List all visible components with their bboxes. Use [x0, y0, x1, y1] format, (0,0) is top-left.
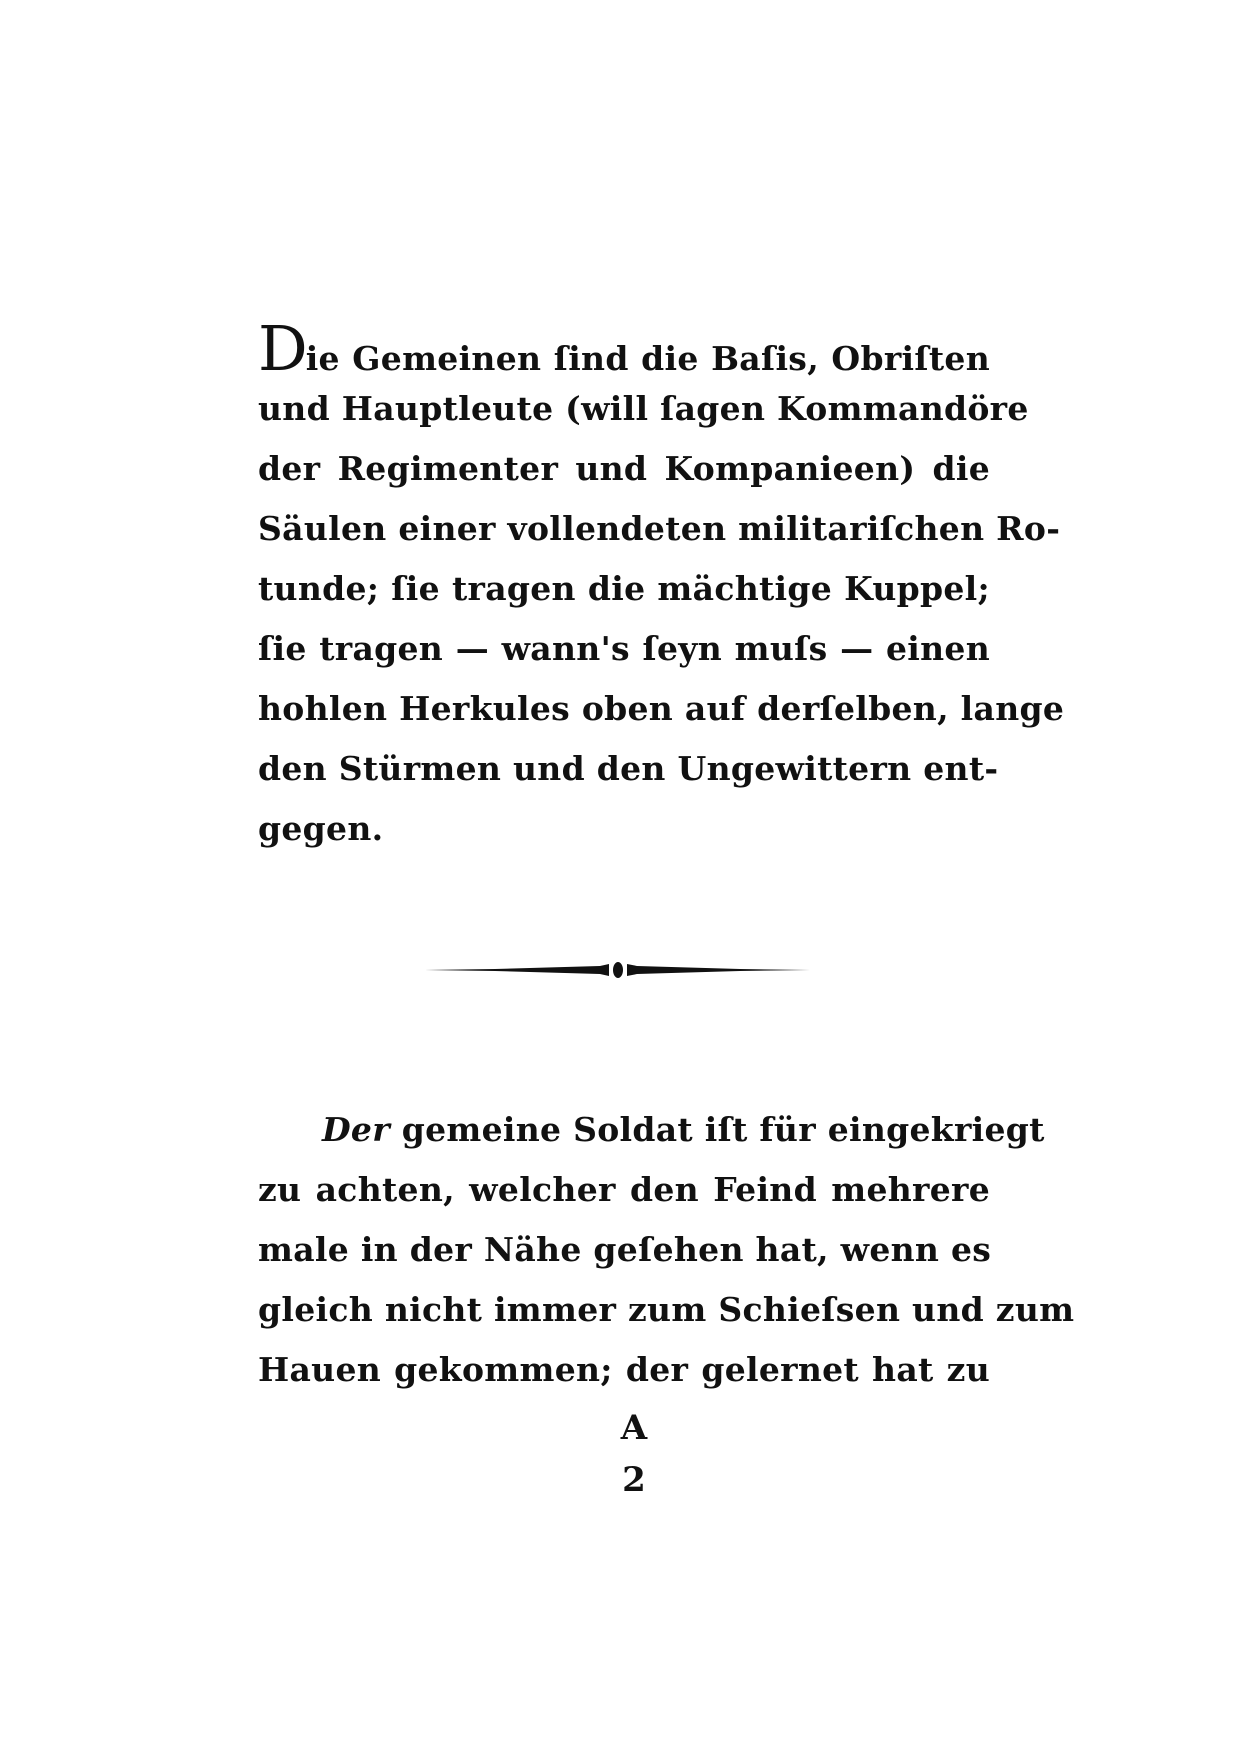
ornament-left-rule — [425, 964, 609, 976]
paragraph-1-line-4: Säulen einer vollendeten militariſchen Ro- — [258, 509, 1061, 548]
paragraph-2-line-5: Hauen gekommen; der gelernet hat zu — [258, 1350, 990, 1389]
paragraph-2 — [258, 1103, 1075, 1423]
paragraph-1-line-3: der Regimenter und Kompanieen) die — [258, 449, 990, 488]
paragraph-1-line-2: und Hauptleute (will ſagen Kommandöre — [258, 389, 1029, 428]
paragraph-2-line-1-text: gemeine Soldat iſt für eingekriegt — [401, 1110, 1045, 1149]
drop-cap: D — [258, 312, 306, 385]
signature-mark: A 2 — [620, 1408, 662, 1500]
paragraph-2-first-word: Der — [322, 1110, 390, 1149]
paragraph-2-line-1 — [258, 1103, 1045, 1157]
paragraph-2-line-2: zu achten, welcher den Feind mehrere — [258, 1170, 990, 1209]
paragraph-1-line-9: gegen. — [258, 809, 384, 848]
paragraph-2-line-4: gleich nicht immer zum Schieſsen und zum — [258, 1290, 1075, 1329]
paragraph-1-line-7: hohlen Herkules oben auf derſelben, lange — [258, 689, 1065, 728]
paragraph-1-line-8: den Stürmen und den Ungewittern ent- — [258, 749, 999, 788]
paragraph-1-line-1-text: ie Gemeinen ſind die Baſis, Obriſten — [305, 339, 990, 378]
paragraph-1-line-6: ſie tragen — wann's ſeyn muſs — einen — [258, 629, 990, 668]
ornament-center-dot — [613, 962, 623, 978]
paragraph-1-line-1 — [258, 312, 990, 385]
paragraph-1 — [258, 312, 1065, 862]
ornament-divider — [425, 960, 810, 980]
paragraph-1-line-5: tunde; ſie tragen die mächtige Kuppel; — [258, 569, 990, 608]
ornament-right-rule — [627, 964, 810, 976]
paragraph-2-line-3: male in der Nähe geſehen hat, wenn es — [258, 1230, 992, 1269]
